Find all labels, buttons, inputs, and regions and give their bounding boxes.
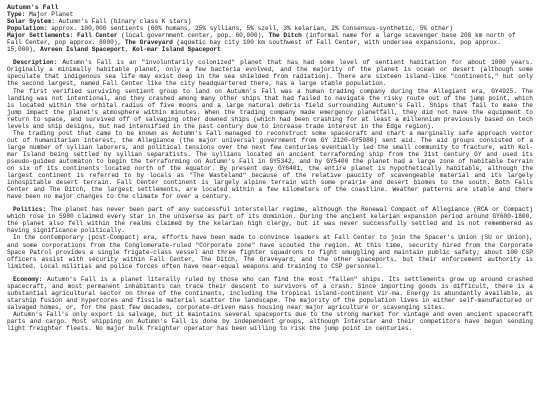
paragraph-text: Autumn's Fall is an "involuntarily colonized" planet that has had some level of sentient habitation for about 1000 years. Originally a minimally habitable planet, only a few bacteria evolved, and the majority of the planet is ocean or desert (although some speculate that indigenous sea life may exist deep in the sea shielded from radiation). There are sixteen island-like "continents," but only the second largest, named Fall Center like the city headquartered there, has a large stable population. (7, 59, 534, 88)
document-title: Autumn's Fall (7, 4, 59, 11)
population-line (7, 25, 533, 32)
paragraph-text: In the contemporary (post-Compact) era, efforts have been made to convince leaders at Fall Center to join the Spacer's Union (SU or Union), and some corporations from the Conglomerate-ruled "Corporate zone" have scouted the region. At this time, security hired from the Corporate Space Patrol provides a single frigate-class vessel and three fighter squadrons to fight smuggling and maintain public safety; about 100 CSP officers assist with security within Fall Center, The Ditch, The Graveyard, and the other spaceports, but their enforcement authority is limited. Local militias and police forces often have near-equal weapons and training to CSP personnel. (7, 234, 533, 270)
settlement-detail: , (124, 46, 133, 54)
solar-system-line (7, 18, 533, 25)
section-description (7, 59, 533, 200)
population-label: Population: (7, 25, 48, 33)
section-paragraph (7, 234, 533, 269)
settlement-name: Avreen Island Spaceport (40, 46, 125, 54)
type-value: Major Planet (29, 11, 74, 19)
population-value: approx. 100,000 sentients (60% humans, 25% syllians, 5% szell, 3% kelarian, 2% Consensus-synthetic, 5% other) (51, 25, 453, 33)
solar-system-value: Autumn's Fall (binary class K stars) (58, 18, 192, 26)
section-heading: Politics: (13, 206, 47, 214)
section-heading: Economy: (13, 275, 43, 283)
settlements-label: Major Settlements: (7, 32, 74, 40)
settlement-detail: (local government center, pop. 60,000), (117, 32, 269, 40)
settlement-name: Kol-mar Island Spaceport (132, 46, 221, 54)
section-paragraph (7, 59, 533, 87)
paragraph-text: The first verified surviving sentient group to land on Autumn's Fall was a human trading company during the Allegiant era, GY4925. The landing was not intentional, and they crashed among many other ships that had failed to navigate the risky route out of the jump point, which is located within the orbital radius of five moons and a large natural debris field surrounding Autumn's Fall. Ships that fail to make the jump impact the planet's atmosphere within minutes. When the trading company made emergency planetfall, they did not have the equipment to return to space, and survived off of salvaging other downed ships (which had been crashing for at least a millennium previously based on tech levels and ship designs, but had intensified in the past century due to increase trade interest in the Edge region). (7, 87, 533, 130)
section-paragraph (7, 88, 533, 130)
section-heading: Description: (13, 59, 58, 67)
section-paragraph (7, 206, 533, 234)
settlement-name: Fall Center (77, 32, 118, 40)
solar-system-label: Solar System: (7, 18, 55, 26)
type-label: Type: (7, 11, 26, 19)
paragraph-text: The trading post that came to be known as Autumn's Fall managed to reconstruct some spacecraft and chart a marginally safe approach vector out of humanitarian interest, the Allegiance (the major universal government from GY 2120-GY5980) sent aid. The aid groups consisted of a large number of syllian laborers, and political tensions over the next few centuries eventually led the small community to fracture, with Kol-mar Island being settled by syllian separatists. The syllians located an ancient terraforming ship from the 31st century GY and used its pseudo-guided automaton to begin the terraforming on Autumn's Fall in GY5342, and by GY5400 the planet had a large zone of habitable terrain on six of its continents located north of the equator. By present day GY6401, the entire planet is hypothetically habitable, although the largest continent is referred to by locals as "The Wasteland" because of the relative paucity of scavengeable material and its largely inhospitable desert terrain. Fall Center continent is largely alpine terrain with some prairie and desert biomes to the south. Both Falls Center and The Ditch, the largest settlements, are located within a few kilometers of the coastline. Weather patterns are stable and there have been no major changes to the climate for over a century. (7, 129, 533, 201)
section-paragraph (7, 276, 533, 311)
paragraph-text: Autumn's Fall is a planet literally ruled by those who can find the most "fallen" ships. Its settlements grow up around crashed spacecraft, and most permanent inhabitants can trace their descent to survivors of a crash. Since importing goods is difficult, there is a substantial agricultural sector on three of the continents, including the tropical island-continent Vir-ma. Energy is abundantly available, as starship fusion and hypercores and fissile material scatter the landscape. The majority of the population lives in either self-manufactured or salvaged homes, or, for the past few decades, corporate-driven mass housing near major agriculture or scavenging sites. (7, 275, 533, 311)
section-economy (7, 276, 533, 332)
settlement-detail: (informal name for a large scavenger base 200 km north of Fall Center, pop approx. 8000), (7, 32, 516, 47)
section-politics (7, 206, 533, 269)
sections-container (7, 59, 533, 332)
paragraph-text: Autumn's Fall's only export is salvage, but it maintains several spaceports due to the strong market for vintage and even ancient spacecraft parts and cargo. Most shipping on Autumn's Fall is done by independent groups, although Interstar and their competitors have begun sending light freighter fleets. No major bulk freighter operator has been willing to risk the jump point in centuries. (7, 310, 533, 333)
section-paragraph (7, 311, 533, 332)
settlements-line (7, 32, 533, 53)
paragraph-text: The planet has never been part of any successful interstellar regime, although the Renewal Compact of Allegiance (RCA or Compact) which rose in 5980 claimed every star in the universe as part of its dominion. During the ancient kelarian expansion period around GY600-1800, the planet also fell within the realms claimed by the kelarian high clergy, but it was never successfully settled and is not remembered as having significance politically. (7, 206, 533, 235)
type-line (7, 11, 533, 18)
settlements-value (7, 32, 516, 53)
settlement-name: The Ditch (268, 32, 302, 40)
section-paragraph (7, 130, 533, 200)
settlement-detail: (aquatic bay city 100 km southwest of Fall Center, with undersea expansions, pop approx. 15,000), (7, 39, 501, 54)
settlement-name: The Graveyard (124, 39, 173, 47)
